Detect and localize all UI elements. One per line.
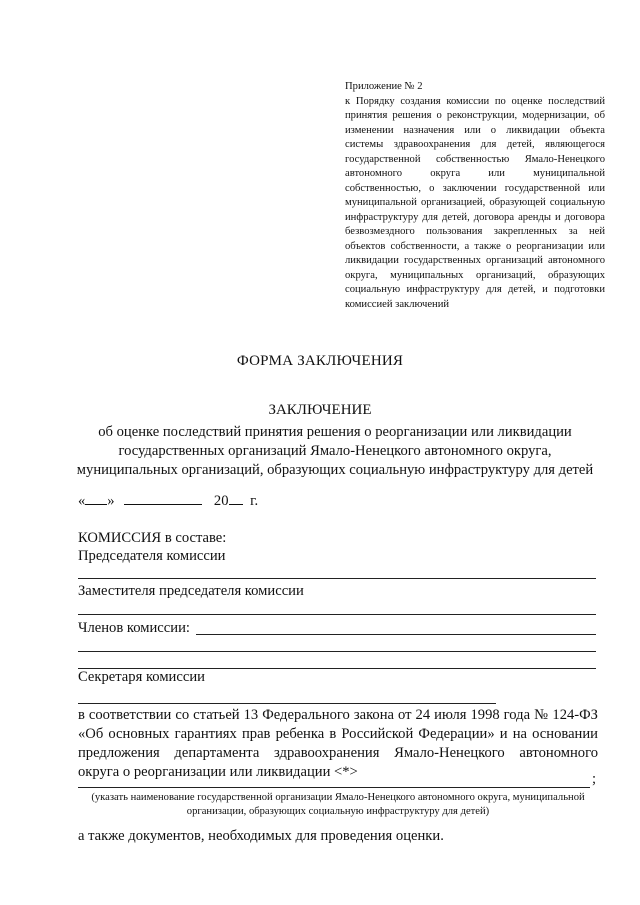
date-open-quote: « (78, 493, 86, 509)
commission-composition-label: КОМИССИЯ в составе: (78, 530, 227, 546)
month-blank (124, 492, 202, 505)
basis-paragraph: в соответствии со статьей 13 Федерального закона от 24 июля 1998 года № 124-ФЗ «Об основных гарантиях прав ребенка в Российской Федерации» и на основании предложения департамента здравоохранения Ямало-Ненецкого автономного округа о реорганизации или ликвидации <*> (78, 707, 598, 780)
semicolon: ; (592, 771, 597, 787)
secretary-label: Секретаря комиссии (78, 669, 205, 685)
document-subtitle: об оценке последствий принятия решения о реорганизации или ликвидации государственных организаций Ямало-Ненецкого автономного округа, муниципальных организаций, образующих социальную инфраструктуру для детей (76, 424, 594, 478)
year-suffix: г. (250, 493, 259, 509)
members-label: Членов комиссии: (78, 620, 190, 636)
deputy-blank-line (78, 614, 596, 615)
date-line (78, 492, 258, 510)
appendix-text: к Порядку создания комиссии по оценке последствий принятия решения о реконструкции, модернизации, об изменении назначения или о ликвидации объекта системы здравоохранения для детей, являющегося государственной собственностью Ямало-Ненецкого автономного округа или муниципальной собственностью, о заключении государственной или муниципальной организацией, образующей социальную инфраструктуру для детей, договора аренды и договора безвозмездного пользования закрепленных за ней объектов собственности, а также о реорганизации или ликвидации государственных организаций автономного округа, муниципальных организаций, образующих социальную инфраструктуру для детей, и подготовки комиссией заключений (345, 95, 605, 310)
appendix-block (345, 80, 605, 312)
document-title: ЗАКЛЮЧЕНИЕ (268, 402, 372, 418)
deputy-chairman-label: Заместителя председателя комиссии (78, 583, 304, 599)
members-blank-line-2 (78, 651, 596, 652)
chairman-label: Председателя комиссии (78, 548, 226, 564)
form-heading: ФОРМА ЗАКЛЮЧЕНИЯ (236, 353, 404, 369)
chairman-blank-line (78, 578, 596, 579)
documents-line: а также документов, необходимых для проведения оценки. (78, 828, 444, 844)
organization-name-hint: (указать наименование государственной организации Ямало-Ненецкого автономного округа, муниципальной организации, образующих социальную инфраструктуру для детей) (91, 792, 585, 817)
secretary-blank-line (78, 703, 496, 704)
date-close-quote: » (107, 493, 115, 509)
members-blank-line-1 (196, 634, 596, 635)
year-blank (229, 492, 243, 505)
appendix-title: Приложение № 2 (345, 81, 423, 92)
year-prefix: 20 (213, 493, 229, 509)
organization-name-blank-line (78, 787, 590, 788)
day-blank (85, 492, 107, 505)
